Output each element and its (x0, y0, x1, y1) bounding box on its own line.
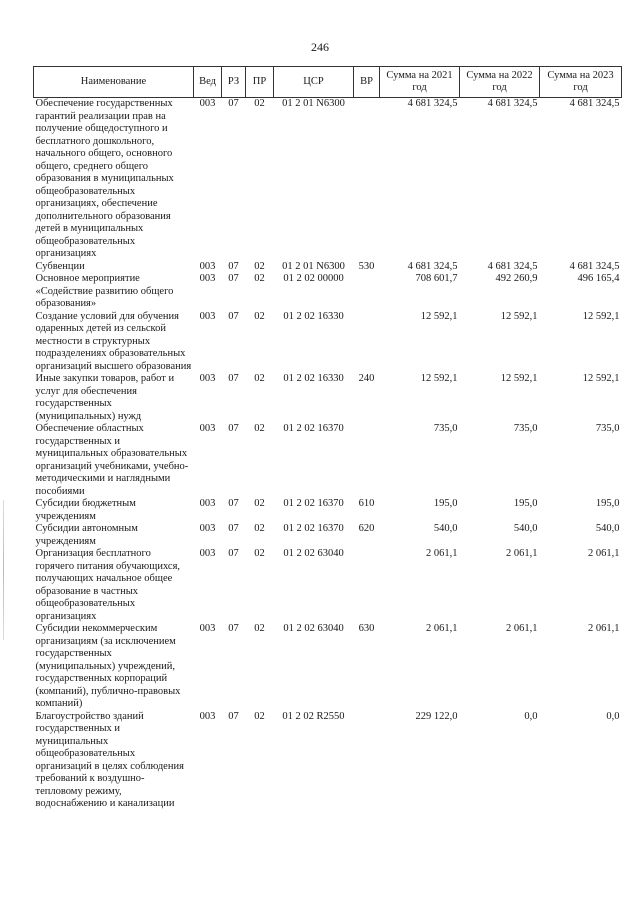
row-sum-2021: 540,0 (433, 523, 458, 534)
header-sum-2022: Сумма на 2022 год (460, 67, 540, 98)
row-pr: 02 (254, 710, 265, 722)
header-pr: ПР (246, 67, 274, 98)
row-rz: 07 (228, 310, 239, 322)
row-name: Субвенции (35, 260, 85, 272)
header-ved: Вед (194, 67, 222, 98)
table-row (34, 423, 622, 498)
row-pr: 02 (254, 373, 265, 384)
row-vr (354, 98, 380, 261)
row-vr: 530 (358, 260, 375, 272)
header-vr: ВР (354, 67, 380, 98)
row-sum-2023: 735,0 (595, 423, 620, 434)
row-ved: 003 (199, 498, 216, 509)
row-rz: 07 (228, 373, 239, 384)
row-ved: 003 (199, 373, 216, 384)
header-csr: ЦСР (274, 67, 354, 98)
row-name: Обеспечение областных государственных и муниципальных образовательных организаций учебниками, учебно-методическими и наглядными пособиями (35, 423, 189, 497)
row-vr: 630 (358, 623, 375, 634)
row-vr (354, 273, 380, 311)
row-sum-2021: 708 601,7 (415, 273, 458, 284)
row-ved: 003 (199, 273, 216, 284)
row-sum-2021: 4 681 324,5 (407, 98, 458, 109)
row-ved: 003 (199, 548, 216, 559)
table-row (34, 623, 622, 711)
row-pr: 02 (254, 273, 265, 284)
row-ved: 003 (199, 710, 216, 722)
row-csr: 01 2 02 16370 (283, 423, 344, 434)
table-row (34, 311, 622, 374)
row-name: Создание условий для обучения одаренных детей из сельской местности в структурных подразделениях образовательных организаций высшего образования (35, 310, 192, 372)
table-row (34, 98, 622, 261)
row-pr: 02 (254, 523, 265, 534)
header-sum-2021: Сумма на 2021 год (380, 67, 460, 98)
row-vr: 620 (358, 523, 375, 534)
row-ved: 003 (199, 423, 216, 434)
row-sum-2021: 2 061,1 (426, 623, 458, 634)
table-row (34, 261, 622, 274)
table-header-row (34, 67, 622, 98)
table-row (34, 548, 622, 623)
row-sum-2022: 0,0 (524, 710, 538, 722)
row-pr: 02 (254, 423, 265, 434)
row-csr: 01 2 02 63040 (283, 623, 344, 634)
row-rz: 07 (228, 498, 239, 509)
row-csr: 01 2 02 00000 (283, 273, 344, 284)
row-ved: 003 (199, 623, 216, 634)
row-name: Обеспечение государственных гарантий реализации прав на получение общедоступного и бесплатного дошкольного, начального общего, основного общего, среднего общего образования в муниципальных общеобразовательных организациях, обеспечение дополнительного образования детей в муниципальных общеобразовательных организациях (35, 98, 174, 259)
row-sum-2021: 12 592,1 (420, 310, 458, 322)
row-sum-2022: 4 681 324,5 (487, 98, 538, 109)
budget-table (33, 66, 622, 811)
row-sum-2022: 12 592,1 (500, 310, 538, 322)
row-rz: 07 (228, 523, 239, 534)
table-row (34, 711, 622, 811)
row-sum-2021: 229 122,0 (415, 710, 458, 722)
row-csr: 01 2 02 16330 (283, 310, 344, 322)
header-sum-2023: Сумма на 2023 год (540, 67, 622, 98)
row-csr: 01 2 02 R2550 (282, 710, 345, 722)
row-name: Организация бесплатного горячего питания обучающихся, получающих начальное общее образование в частных общеобразовательных организациях (35, 548, 181, 622)
row-name: Субсидии автономным учреждениям (35, 523, 138, 547)
row-sum-2023: 496 165,4 (577, 273, 620, 284)
row-pr: 02 (254, 623, 265, 634)
row-sum-2023: 12 592,1 (582, 373, 620, 384)
row-rz: 07 (228, 98, 239, 109)
row-sum-2021: 2 061,1 (426, 548, 458, 559)
row-rz: 07 (228, 273, 239, 284)
row-pr: 02 (254, 310, 265, 322)
row-pr: 02 (254, 548, 265, 559)
table-row (34, 498, 622, 523)
row-sum-2021: 735,0 (433, 423, 458, 434)
row-csr: 01 2 02 63040 (283, 548, 344, 559)
row-vr (354, 711, 380, 811)
row-sum-2023: 0,0 (606, 710, 620, 722)
row-sum-2023: 4 681 324,5 (569, 98, 620, 109)
row-vr (354, 423, 380, 498)
row-sum-2021: 195,0 (433, 498, 458, 509)
row-sum-2023: 4 681 324,5 (569, 260, 620, 272)
row-sum-2023: 12 592,1 (582, 310, 620, 322)
row-vr (354, 548, 380, 623)
row-sum-2022: 2 061,1 (506, 548, 538, 559)
row-rz: 07 (228, 260, 239, 272)
row-rz: 07 (228, 548, 239, 559)
row-ved: 003 (199, 310, 216, 322)
table-row (34, 523, 622, 548)
row-pr: 02 (254, 98, 265, 109)
table-body (34, 98, 622, 811)
page-number: 246 (311, 40, 329, 54)
row-sum-2022: 492 260,9 (495, 273, 538, 284)
row-pr: 02 (254, 498, 265, 509)
row-vr: 240 (358, 373, 375, 384)
table-row (34, 373, 622, 423)
row-name: Субсидии бюджетным учреждениям (35, 498, 136, 522)
row-ved: 003 (199, 98, 216, 109)
row-sum-2023: 2 061,1 (588, 623, 620, 634)
row-sum-2021: 12 592,1 (420, 373, 458, 384)
row-sum-2022: 735,0 (513, 423, 538, 434)
row-pr: 02 (254, 260, 265, 272)
row-sum-2021: 4 681 324,5 (407, 260, 458, 272)
row-csr: 01 2 01 N6300 (282, 260, 345, 272)
row-rz: 07 (228, 623, 239, 634)
row-vr (354, 311, 380, 374)
row-name: Основное мероприятие «Содействие развитию общего образования» (35, 273, 174, 309)
row-sum-2022: 12 592,1 (500, 373, 538, 384)
row-ved: 003 (199, 260, 216, 272)
table-row (34, 273, 622, 311)
row-sum-2022: 2 061,1 (506, 623, 538, 634)
row-sum-2023: 195,0 (595, 498, 620, 509)
row-rz: 07 (228, 423, 239, 434)
row-sum-2022: 4 681 324,5 (487, 260, 538, 272)
row-ved: 003 (199, 523, 216, 534)
row-name: Благоустройство зданий государственных и муниципальных общеобразовательных организаций в целях соблюдения требований к воздушно-тепловому режиму, водоснабжению и канализации (35, 710, 184, 809)
row-vr: 610 (358, 498, 375, 509)
row-csr: 01 2 02 16330 (283, 373, 344, 384)
header-rz: РЗ (222, 67, 246, 98)
row-rz: 07 (228, 710, 239, 722)
scan-edge-mark (3, 500, 4, 640)
row-sum-2023: 2 061,1 (588, 548, 620, 559)
row-csr: 01 2 02 16370 (283, 498, 344, 509)
row-sum-2022: 195,0 (513, 498, 538, 509)
row-sum-2022: 540,0 (513, 523, 538, 534)
header-name: Наименование (34, 67, 194, 98)
row-name: Иные закупки товаров, работ и услуг для обеспечения государственных (муниципальных) нужд (35, 373, 175, 422)
row-name: Субсидии некоммерческим организациям (за исключением государственных (муниципальных) учреждений, государственных корпораций (компаний), публично-правовых компаний) (35, 623, 181, 709)
row-sum-2023: 540,0 (595, 523, 620, 534)
row-csr: 01 2 01 N6300 (282, 98, 345, 109)
row-csr: 01 2 02 16370 (283, 523, 344, 534)
